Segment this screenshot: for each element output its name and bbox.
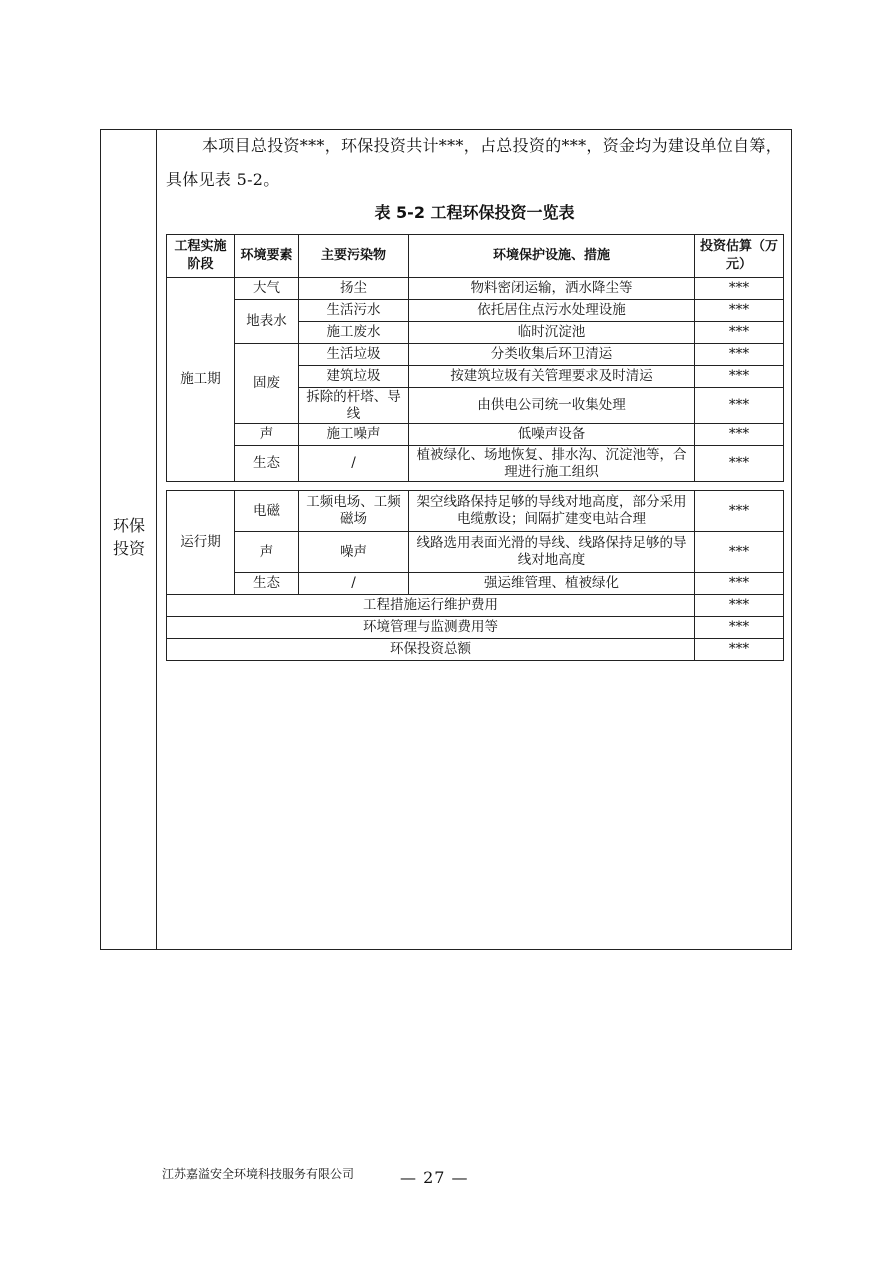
summary-cost: *** <box>695 617 784 639</box>
table-header-row <box>167 235 784 278</box>
header-phase: 工程实施阶段 <box>167 235 235 278</box>
phase-construction: 施工期 <box>167 278 235 482</box>
pollutant-cell: 施工噪声 <box>299 424 409 446</box>
element-solid-waste: 固废 <box>235 344 299 424</box>
table-title: 表 5-2 工程环保投资一览表 <box>374 203 575 222</box>
pollutant-cell: 拆除的杆塔、导线 <box>299 388 409 424</box>
pollutant-cell: 施工废水 <box>299 322 409 344</box>
measure-cell: 物料密闭运输，洒水降尘等 <box>409 278 695 300</box>
measure-cell: 由供电公司统一收集处理 <box>409 388 695 424</box>
summary-cost: *** <box>695 595 784 617</box>
cost-cell: *** <box>695 278 784 300</box>
pollutant-cell: 工频电场、工频磁场 <box>299 491 409 532</box>
table-row <box>167 300 784 322</box>
summary-cost-total: *** <box>695 639 784 661</box>
element-noise: 声 <box>235 424 299 446</box>
cost-cell: *** <box>695 322 784 344</box>
investment-table <box>166 234 784 482</box>
section-label-cell <box>101 130 157 949</box>
investment-table-operation <box>166 490 784 661</box>
cost-cell: *** <box>695 366 784 388</box>
element-ecology-op: 生态 <box>235 573 299 595</box>
measure-cell: 按建筑垃圾有关管理要求及时清运 <box>409 366 695 388</box>
cost-cell: *** <box>695 300 784 322</box>
summary-row <box>167 595 784 617</box>
footer-company: 江苏嘉溢安全环境科技服务有限公司 <box>162 1167 355 1181</box>
summary-label: 工程措施运行维护费用 <box>167 595 695 617</box>
header-cost: 投资估算（万元） <box>695 235 784 278</box>
section-label <box>101 514 157 560</box>
cost-cell: *** <box>695 388 784 424</box>
cost-cell: *** <box>695 532 784 573</box>
measure-cell: 低噪声设备 <box>409 424 695 446</box>
measure-cell: 线路选用表面光滑的导线、线路保持足够的导线对地高度 <box>409 532 695 573</box>
summary-label-total: 环保投资总额 <box>167 639 695 661</box>
summary-label: 环境管理与监测费用等 <box>167 617 695 639</box>
pollutant-cell: / <box>299 446 409 482</box>
measure-cell: 植被绿化、场地恢复、排水沟、沉淀池等，合理进行施工组织 <box>409 446 695 482</box>
element-air: 大气 <box>235 278 299 300</box>
pollutant-cell: 生活污水 <box>299 300 409 322</box>
table-row <box>167 424 784 446</box>
pollutant-cell: 扬尘 <box>299 278 409 300</box>
table-row <box>167 278 784 300</box>
pollutant-cell: / <box>299 573 409 595</box>
cost-cell: *** <box>695 573 784 595</box>
element-emf: 电磁 <box>235 491 299 532</box>
table-row <box>167 491 784 532</box>
table-row <box>167 344 784 366</box>
intro-paragraph: 本项目总投资***，环保投资共计***，占总投资的***，资金均为建设单位自筹，具体见表 5-2。 <box>166 136 783 189</box>
table-row <box>167 573 784 595</box>
measure-cell: 强运维管理、植被绿化 <box>409 573 695 595</box>
section-label-line1: 环保 <box>112 516 145 535</box>
measure-cell: 临时沉淀池 <box>409 322 695 344</box>
summary-row <box>167 617 784 639</box>
header-element: 环境要素 <box>235 235 299 278</box>
header-measures: 环境保护设施、措施 <box>409 235 695 278</box>
table-row <box>167 446 784 482</box>
cost-cell: *** <box>695 491 784 532</box>
element-surface-water: 地表水 <box>235 300 299 344</box>
element-ecology: 生态 <box>235 446 299 482</box>
pollutant-cell: 建筑垃圾 <box>299 366 409 388</box>
measure-cell: 架空线路保持足够的导线对地高度，部分采用电缆敷设；间隔扩建变电站合理 <box>409 491 695 532</box>
cost-cell: *** <box>695 344 784 366</box>
phase-operation: 运行期 <box>167 491 235 595</box>
header-pollutant: 主要污染物 <box>299 235 409 278</box>
measure-cell: 分类收集后环卫清运 <box>409 344 695 366</box>
summary-row <box>167 639 784 661</box>
page-number: — 27 — <box>400 1168 469 1187</box>
cost-cell: *** <box>695 446 784 482</box>
cost-cell: *** <box>695 424 784 446</box>
table-row <box>167 532 784 573</box>
section-label-line2: 投资 <box>112 539 145 558</box>
measure-cell: 依托居住点污水处理设施 <box>409 300 695 322</box>
pollutant-cell: 噪声 <box>299 532 409 573</box>
element-noise-op: 声 <box>235 532 299 573</box>
pollutant-cell: 生活垃圾 <box>299 344 409 366</box>
